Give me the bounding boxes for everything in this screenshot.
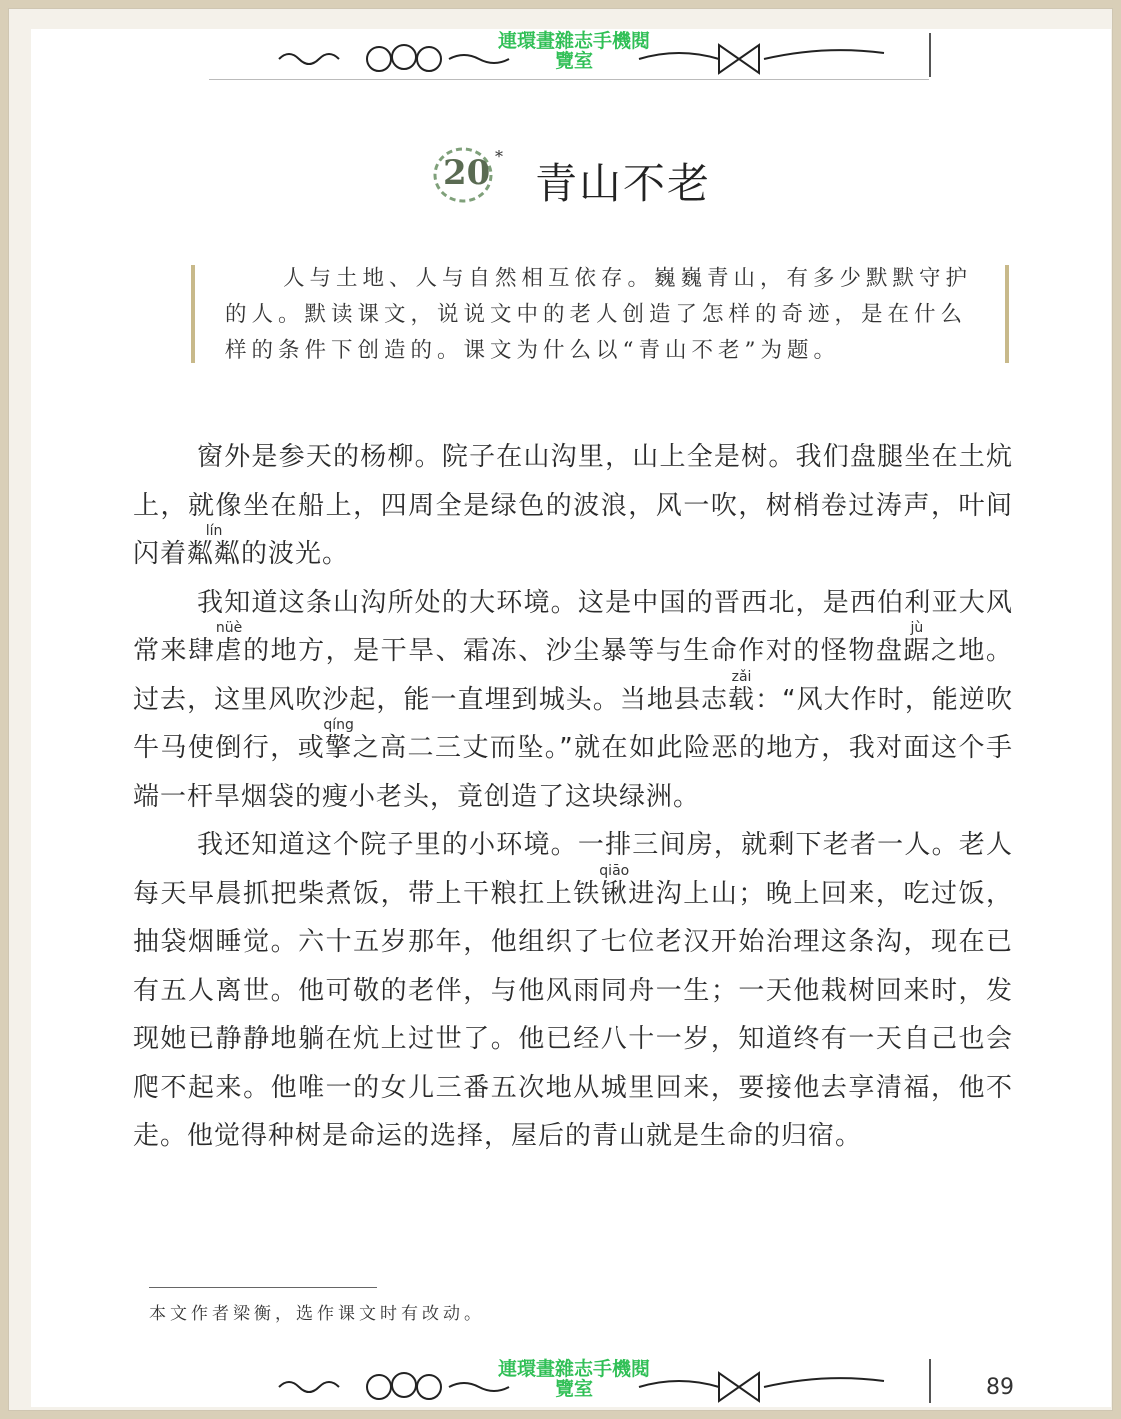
paragraph-3: 我还知道这个院子里的小环境。一排三间房，就剩下老者一人。老人每天早晨抓把柴煮饭，带上干粮扛上铁锹qiāo进沟上山；晚上回来，吃过饭，抽袋烟睡觉。六十五岁那年，他组织了七位老汉开始治理这条沟，现在已有五人离世。他可敬的老伴，与他风雨同舟一生；一天他栽树回来时，发现她已静静地躺在炕上过世了。他已经八十一岁，知道终有一天自己也会爬不起来。他唯一的女儿三番五次地从城里回来，要接他去享清福，他不走。他觉得种树是命运的选择，屋后的青山就是生命的归宿。 bbox=[133, 830, 1013, 1151]
lesson-header bbox=[431, 145, 751, 215]
watermark-line-2: 覽室 bbox=[554, 50, 593, 72]
watermark-text bbox=[409, 31, 739, 71]
footnote: 本文作者梁衡，选作课文时有改动。 bbox=[149, 1304, 485, 1324]
top-watermark-banner bbox=[209, 31, 929, 80]
prompt-left-bar bbox=[191, 265, 195, 363]
watermark-line-2: 覽室 bbox=[554, 1378, 593, 1400]
prompt-right-bar bbox=[1005, 265, 1009, 363]
reading-prompt bbox=[191, 261, 1011, 391]
paragraph-2: 我知道这条山沟所处的大环境。这是中国的晋西北，是西伯利亚大风常来肆虐nüè的地方，是干旱、霜冻、沙尘暴等与生命作对的怪物盘踞jù之地。过去，这里风吹沙起，能一直埋到城头。当地县志载zǎi：“风大作时，能逆吹牛马使倒行，或擎qíng之高二三丈而坠。”就在如此险恶的地方，我对面这个手端一杆旱烟袋的瘦小老头，竟创造了这块绿洲。 bbox=[133, 587, 1013, 812]
banner-divider bbox=[929, 33, 931, 77]
prompt-text: 人与土地、人与自然相互依存。巍巍青山，有多少默默守护的人。默读课文，说说文中的老人创造了怎样的奇迹，是在什么样的条件下创造的。课文为什么以“青山不老”为题。 bbox=[225, 266, 973, 363]
watermark-text bbox=[409, 1359, 739, 1399]
watermark-line-1: 連環畫雜志手機閱 bbox=[497, 30, 650, 52]
banner-divider bbox=[929, 1359, 931, 1403]
footnote-rule bbox=[149, 1287, 377, 1288]
lesson-title: 青山不老 bbox=[535, 159, 712, 208]
bottom-watermark-banner bbox=[209, 1359, 929, 1407]
page-frame bbox=[8, 8, 1113, 1411]
watermark-line-1: 連環畫雜志手機閱 bbox=[497, 1358, 650, 1380]
article-body bbox=[133, 433, 1013, 1161]
paragraph-1: 窗外是参天的杨柳。院子在山沟里，山上全是树。我们盘腿坐在土炕上，就像坐在船上，四周全是绿色的波浪，风一吹，树梢卷过涛声，叶间闪着粼粼lín的波光。 bbox=[133, 442, 1013, 569]
lesson-number: 20 bbox=[443, 153, 491, 193]
self-study-marker: * bbox=[495, 147, 503, 166]
page-number: 89 bbox=[986, 1375, 1014, 1400]
textbook-page bbox=[31, 29, 1111, 1407]
